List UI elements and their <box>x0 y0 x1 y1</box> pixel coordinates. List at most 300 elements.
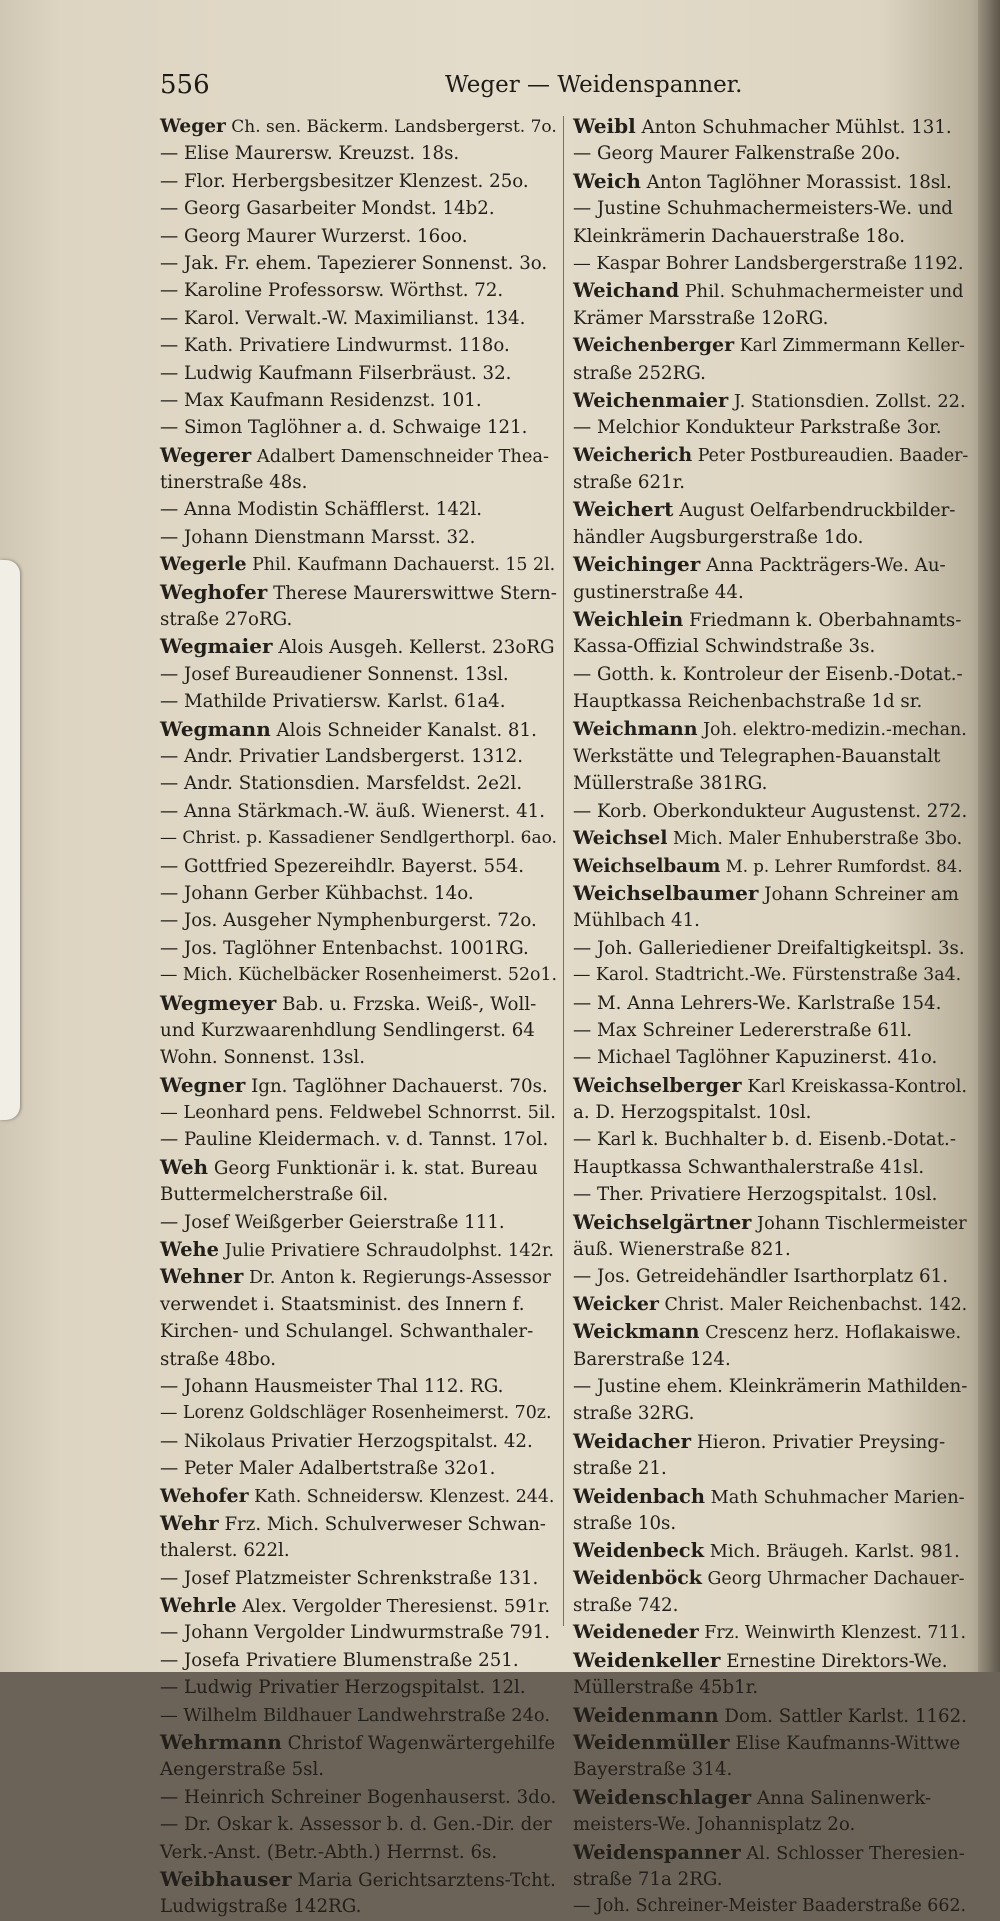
surname-heading: Wehe <box>160 1238 219 1262</box>
directory-line <box>160 168 558 195</box>
entry-text: Johann Tischlermeister <box>757 1212 967 1234</box>
directory-line <box>573 305 968 332</box>
entry-text: Aengerstraße 5sl. <box>160 1759 325 1781</box>
surname-heading: Weichinger <box>573 552 701 577</box>
entry-text: — Anna Stärkmach.-W. äuß. Wienerst. 41. <box>160 800 545 822</box>
directory-line <box>160 524 558 551</box>
surname-heading: Weidenmann <box>573 1702 719 1727</box>
entry-text: — Georg Maurer Falkenstraße 20o. <box>573 143 901 165</box>
directory-line <box>573 332 968 359</box>
entry-text: — Josef Weißgerber Geierstraße 111. <box>160 1211 505 1233</box>
entry-text: — Justine Schuhmachermeisters-We. und <box>573 198 953 220</box>
directory-line <box>160 1126 558 1153</box>
entry-text: Kirchen- und Schulangel. Schwanthaler- <box>160 1321 534 1343</box>
entry-text: straße 32RG. <box>573 1403 695 1425</box>
entry-text: Barerstraße 124. <box>573 1348 731 1370</box>
entry-text: — Ludwig Privatier Herzogspitalst. 12l. <box>160 1677 526 1699</box>
entry-text: — Jak. Fr. ehem. Tapezierer Sonnenst. 3o. <box>160 252 548 274</box>
surname-heading: Weicker <box>573 1292 659 1315</box>
surname-heading: Wegmeyer <box>160 990 277 1015</box>
entry-text: straße 742. <box>573 1595 679 1617</box>
entry-text: Karl Zimmermann Keller- <box>739 336 965 357</box>
directory-line <box>160 743 558 770</box>
directory-line <box>160 1510 558 1537</box>
directory-line <box>573 1784 968 1811</box>
directory-line <box>160 688 558 715</box>
surname-heading: Weidenböck <box>573 1566 702 1589</box>
directory-line <box>160 551 558 578</box>
directory-line <box>160 606 558 633</box>
entry-text: — Max Schreiner Ledererstraße 61l. <box>573 1019 913 1041</box>
entry-text: Anton Schuhmacher Mühlst. 131. <box>641 117 952 138</box>
directory-line <box>573 496 968 523</box>
directory-line <box>160 1154 558 1181</box>
entry-text: Werkstätte und Telegraphen-Bauanstalt <box>573 745 941 767</box>
entry-text: Verk.-Anst. (Betr.-Abth.) Herrnst. 6s. <box>160 1841 498 1863</box>
entry-text: tinerstraße 48s. <box>160 472 308 494</box>
entry-text: — Ther. Privatiere Herzogspitalst. 10sl. <box>573 1184 938 1206</box>
directory-line <box>160 1318 558 1345</box>
directory-line <box>573 140 968 167</box>
entry-text: — Elise Maurersw. Kreuzst. 18s. <box>160 143 460 165</box>
entry-text: — Ludwig Kaufmann Filserbräust. 32. <box>160 362 512 384</box>
directory-line <box>160 1756 558 1783</box>
entry-text: Phil. Schuhmachermeister und <box>684 281 964 303</box>
directory-line <box>573 825 968 852</box>
directory-line <box>160 332 558 359</box>
surname-heading: Weichand <box>573 279 680 303</box>
surname-heading: Weickmann <box>573 1320 700 1344</box>
directory-line <box>160 1537 558 1564</box>
directory-line <box>160 496 558 523</box>
surname-heading: Weicherich <box>573 443 693 466</box>
entry-text: äuß. Wienerstraße 821. <box>573 1239 791 1261</box>
directory-line <box>160 223 558 250</box>
surname-heading: Wehr <box>160 1510 219 1535</box>
surname-heading: Weibl <box>573 114 636 138</box>
surname-heading: Weichselbaum <box>573 855 721 877</box>
entry-text: — Andr. Privatier Landsbergerst. 1312. <box>160 745 524 767</box>
surname-heading: Wegmaier <box>160 634 273 659</box>
entry-text: — Jos. Getreidehändler Isarthorplatz 61. <box>573 1266 948 1288</box>
directory-line <box>573 442 968 469</box>
surname-heading: Weidenbeck <box>573 1539 705 1563</box>
directory-line <box>160 579 558 606</box>
entry-text: verwendet i. Staatsminist. des Innern f. <box>160 1293 525 1315</box>
entry-text: — Korb. Oberkondukteur Augustenst. 272. <box>573 800 968 822</box>
directory-line <box>160 935 558 962</box>
entry-text: Kleinkrämerin Dachauerstraße 18o. <box>573 225 906 247</box>
entry-text: Karl Kreiskassa-Kontrol. <box>747 1075 968 1097</box>
directory-line <box>573 962 968 989</box>
entry-text: — Melchior Kondukteur Parkstraße 3or. <box>573 417 942 439</box>
surname-heading: Weich <box>573 168 641 193</box>
directory-line <box>573 990 968 1017</box>
directory-line <box>573 1702 968 1729</box>
running-title: Weger — Weidenspanner. <box>445 72 743 98</box>
directory-line <box>160 1455 558 1482</box>
surname-heading: Weidenschlager <box>573 1784 752 1809</box>
surname-heading: Weichselberger <box>573 1073 742 1097</box>
directory-line <box>573 1592 968 1619</box>
directory-line <box>573 1537 968 1564</box>
entry-text: straße 21. <box>573 1458 667 1480</box>
directory-line <box>573 1756 968 1783</box>
surname-heading: Weichenberger <box>573 334 735 357</box>
entry-text: Elise Kaufmanns-Wittwe <box>735 1733 961 1755</box>
directory-line <box>160 195 558 222</box>
directory-line <box>160 113 558 140</box>
entry-text: Christ. Maler Reichenbachst. 142. <box>664 1294 968 1315</box>
entry-text: straße 27oRG. <box>160 609 293 631</box>
entry-text: — Dr. Oskar k. Assessor b. d. Gen.-Dir. der <box>160 1814 552 1836</box>
entry-text: Buttermelcherstraße 6il. <box>160 1184 389 1206</box>
entry-text: Mich. Maler Enhuberstraße 3bo. <box>673 829 963 850</box>
entry-text: Christof Wagenwärtergehilfe <box>287 1733 556 1755</box>
entry-text: Alex. Vergolder Theresienst. 591r. <box>242 1596 551 1618</box>
directory-line <box>573 798 968 825</box>
entry-text: Ludwigstraße 142RG. <box>160 1896 362 1918</box>
directory-line <box>573 1126 968 1153</box>
directory-line <box>573 1619 968 1646</box>
directory-line <box>160 1209 558 1236</box>
entry-text: — Mathilde Privatiersw. Karlst. 61a4. <box>160 691 506 713</box>
directory-line <box>160 1373 558 1400</box>
directory-line <box>573 250 968 277</box>
surname-heading: Wehner <box>160 1265 244 1289</box>
entry-text: — Karoline Professorsw. Wörthst. 72. <box>160 280 504 302</box>
page-edge-shadow <box>978 0 1000 1672</box>
directory-line <box>160 1866 558 1893</box>
surname-heading: Wegner <box>160 1072 246 1097</box>
entry-text: — Georg Maurer Wurzerst. 16oo. <box>160 225 468 247</box>
entry-text: — Kaspar Bohrer Landsbergerstraße 1192. <box>573 252 964 274</box>
directory-line <box>573 1839 968 1866</box>
entry-text: Math Schuhmacher Marien- <box>710 1486 965 1508</box>
directory-line <box>573 469 968 496</box>
entry-text: — Lorenz Goldschläger Rosenheimerst. 70z. <box>160 1403 552 1424</box>
directory-line <box>573 1428 968 1455</box>
surname-heading: Wehrle <box>160 1594 237 1618</box>
directory-line <box>160 962 558 989</box>
entry-text: — Christ. p. Kassadiener Sendlgerthorpl. 6ao. <box>160 828 557 849</box>
directory-line <box>160 1893 558 1920</box>
entry-text: Julie Privatiere Schraudolphst. 142r. <box>224 1240 555 1262</box>
entry-text: Peter Postbureaudien. Baader- <box>697 445 969 466</box>
directory-line <box>573 1318 968 1345</box>
entry-text: Dom. Sattler Karlst. 1162. <box>724 1705 967 1727</box>
entry-text: — Johann Dienstmann Marsst. 32. <box>160 526 476 548</box>
directory-line <box>160 1729 558 1756</box>
directory-line <box>160 1592 558 1619</box>
entry-text: Maria Gerichtsarztens-Tcht. <box>297 1870 556 1891</box>
entry-text: — Andr. Stationsdien. Marsfeldst. 2e2l. <box>160 773 523 795</box>
entry-text: — Karol. Verwalt.-W. Maximilianst. 134. <box>160 307 526 329</box>
entry-text: straße 10s. <box>573 1512 677 1534</box>
directory-line <box>573 195 968 222</box>
directory-line <box>573 1483 968 1510</box>
entry-text: straße 621r. <box>573 472 686 494</box>
directory-line <box>160 1099 558 1126</box>
directory-line <box>573 1674 968 1701</box>
directory-line <box>160 250 558 277</box>
surname-heading: Weideneder <box>573 1621 699 1644</box>
directory-line <box>573 524 968 551</box>
surname-heading: Weidenbach <box>573 1484 705 1508</box>
entry-text: Joh. elektro-medizin.-mechan. <box>703 719 967 740</box>
entry-text: — Leonhard pens. Feldwebel Schnorrst. 5il. <box>160 1102 556 1124</box>
entry-text: Adalbert Damenschneider Thea- <box>256 445 549 467</box>
entry-text: Müllerstraße 381RG. <box>573 773 768 795</box>
directory-line <box>573 1729 968 1756</box>
entry-text: M. p. Lehrer Rumfordst. 84. <box>725 856 963 876</box>
directory-line <box>573 1181 968 1208</box>
entry-text: — Karl k. Buchhalter b. d. Eisenb.-Dotat.- <box>573 1129 956 1151</box>
entry-text: — Johann Vergolder Lindwurmstraße 791. <box>160 1622 551 1644</box>
surname-heading: Weidenmüller <box>573 1730 730 1755</box>
directory-line <box>160 825 558 852</box>
entry-text: Al. Schlosser Theresien- <box>746 1842 965 1864</box>
surname-heading: Weibhauser <box>160 1867 292 1891</box>
surname-heading: Weidenkeller <box>573 1647 721 1672</box>
entry-text: Johann Schreiner am <box>764 883 959 905</box>
entry-text: — Joh. Galleriediener Dreifaltigkeitspl. 3s. <box>573 937 965 959</box>
directory-line <box>160 1674 558 1701</box>
directory-line <box>160 1702 558 1729</box>
surname-heading: Weichlein <box>573 607 684 632</box>
surname-heading: Weichselgärtner <box>573 1210 752 1234</box>
entry-text: Kassa-Offizial Schwindstraße 3s. <box>573 636 876 658</box>
directory-line <box>160 880 558 907</box>
entry-text: — Jos. Ausgeher Nymphenburgerst. 72o. <box>160 910 537 932</box>
entry-text: — Anna Modistin Schäfflerst. 142l. <box>160 499 483 521</box>
directory-line <box>160 1072 558 1099</box>
entry-text: — Flor. Herbergsbesitzer Klenzest. 25o. <box>160 170 529 192</box>
surname-heading: Weh <box>160 1154 209 1179</box>
directory-line <box>573 1647 968 1674</box>
entry-text: — Michael Taglöhner Kapuzinerst. 41o. <box>573 1047 938 1069</box>
entry-text: Krämer Marsstraße 12oRG. <box>573 307 829 329</box>
surname-heading: Weichmann <box>573 717 698 740</box>
directory-line <box>160 1291 558 1318</box>
entry-text: Phil. Kaufmann Dachauerst. 15 2l. <box>252 555 556 576</box>
directory-line <box>160 469 558 496</box>
entry-text: — Gotth. k. Kontroleur der Eisenb.-Dotat.- <box>573 663 963 685</box>
directory-line <box>573 1866 968 1893</box>
surname-heading: Weidenspanner <box>573 1840 741 1864</box>
entry-text: Mich. Bräugeh. Karlst. 981. <box>709 1541 960 1563</box>
directory-line <box>160 661 558 688</box>
entry-text: — Peter Maler Adalbertstraße 32o1. <box>160 1458 496 1480</box>
entry-text: — Justine ehem. Kleinkrämerin Mathilden- <box>573 1375 968 1397</box>
directory-line <box>160 305 558 332</box>
surname-heading: Weichert <box>573 497 674 522</box>
directory-line <box>160 1400 558 1427</box>
directory-line <box>160 1428 558 1455</box>
surname-heading: Weichsel <box>573 827 668 850</box>
directory-line <box>573 1072 968 1099</box>
directory-line <box>160 1647 558 1674</box>
entry-text: Anna Salinenwerk- <box>756 1787 932 1809</box>
entry-text: Frz. Weinwirth Klenzest. 711. <box>704 1623 967 1644</box>
entry-text: Hauptkassa Reichenbachstraße 1d sr. <box>573 691 923 713</box>
entry-text: Dr. Anton k. Regierungs-Assessor <box>248 1267 551 1289</box>
directory-line <box>573 880 968 907</box>
directory-line <box>573 579 968 606</box>
directory-line <box>573 1044 968 1071</box>
directory-line <box>160 1181 558 1208</box>
entry-text: Bab. u. Frzska. Weiß-, Woll- <box>282 993 537 1015</box>
directory-line <box>160 907 558 934</box>
entry-text: Müllerstraße 45b1r. <box>573 1677 759 1699</box>
directory-line <box>573 1236 968 1263</box>
entry-text: meisters-We. Johannisplatz 2o. <box>573 1814 856 1836</box>
directory-line <box>160 442 558 469</box>
page-number: 556 <box>160 70 210 100</box>
directory-line <box>160 1044 558 1071</box>
directory-line <box>573 935 968 962</box>
directory-line <box>160 1017 558 1044</box>
surname-heading: Weger <box>160 116 226 137</box>
directory-line <box>573 551 968 578</box>
directory-line <box>160 1811 558 1838</box>
entry-text: thalerst. 622l. <box>160 1540 290 1562</box>
directory-line <box>160 1619 558 1646</box>
entry-text: Georg Uhrmacher Dachauer- <box>707 1568 965 1589</box>
directory-line <box>160 770 558 797</box>
directory-line <box>573 688 968 715</box>
entry-text: — Gottfried Spezereihdlr. Bayerst. 554. <box>160 855 525 877</box>
directory-line <box>160 798 558 825</box>
directory-line <box>573 1099 968 1126</box>
directory-line <box>160 1839 558 1866</box>
directory-line <box>160 360 558 387</box>
surname-heading: Wegerle <box>160 553 247 576</box>
entry-text: a. D. Herzogspitalst. 10sl. <box>573 1102 812 1124</box>
surname-heading: Weichselbaumer <box>573 880 759 905</box>
directory-line <box>573 1154 968 1181</box>
entry-text: Ernestine Direktors-We. <box>726 1650 948 1672</box>
entry-text: — Joh. Schreiner-Meister Baaderstraße 662. <box>573 1896 967 1917</box>
directory-line <box>573 1455 968 1482</box>
entry-text: Anton Taglöhner Morassist. 18sl. <box>646 171 952 193</box>
directory-line <box>573 606 968 633</box>
entry-text: — Karol. Stadtricht.-We. Fürstenstraße 3a4. <box>573 965 962 986</box>
entry-text: — Jos. Taglöhner Entenbachst. 1001RG. <box>160 937 529 959</box>
entry-text: Crescenz herz. Hoflakaiswe. <box>705 1322 962 1344</box>
directory-line <box>160 1565 558 1592</box>
entry-text: gustinerstraße 44. <box>573 581 744 603</box>
directory-line <box>573 1346 968 1373</box>
entry-text: Frz. Mich. Schulverweser Schwan- <box>224 1513 546 1535</box>
directory-line <box>573 168 968 195</box>
right-column <box>573 113 968 1921</box>
directory-line <box>573 661 968 688</box>
entry-text: straße 48bo. <box>160 1348 277 1370</box>
entry-text: und Kurzwaarenhdlung Sendlingerst. 64 <box>160 1019 535 1041</box>
directory-line <box>573 770 968 797</box>
directory-line <box>573 1373 968 1400</box>
entry-text: händler Augsburgerstraße 1do. <box>573 526 864 548</box>
page-tab-marker <box>0 560 20 1120</box>
entry-text: — M. Anna Lehrers-We. Karlstraße 154. <box>573 992 942 1014</box>
entry-text: Bayerstraße 314. <box>573 1759 733 1781</box>
entry-text: — Heinrich Schreiner Bogenhauserst. 3do. <box>160 1786 557 1808</box>
directory-line <box>573 633 968 660</box>
entry-text: straße 252RG. <box>573 362 706 384</box>
entry-text: — Mich. Küchelbäcker Rosenheimerst. 52o1. <box>160 965 558 986</box>
directory-line <box>160 414 558 441</box>
entry-text: — Johann Gerber Kühbachst. 14o. <box>160 882 474 904</box>
directory-line <box>573 1017 968 1044</box>
entry-text: Friedmann k. Oberbahnamts- <box>689 610 962 632</box>
entry-text: — Wilhelm Bildhauer Landwehrstraße 24o. <box>160 1704 550 1726</box>
surname-heading: Weichenmaier <box>573 388 729 412</box>
surname-heading: Wegerer <box>160 443 252 467</box>
surname-heading: Wehofer <box>160 1484 249 1507</box>
entry-text: Hieron. Privatier Preysing- <box>696 1431 946 1453</box>
entry-text: straße 71a 2RG. <box>573 1869 723 1890</box>
entry-text: J. Stationsdien. Zollst. 22. <box>733 390 966 412</box>
entry-text: Hauptkassa Schwanthalerstraße 41sl. <box>573 1156 925 1178</box>
entry-text: — Max Kaufmann Residenzst. 101. <box>160 389 482 411</box>
directory-line <box>573 387 968 414</box>
entry-text: — Nikolaus Privatier Herzogspitalst. 42. <box>160 1430 533 1452</box>
directory-line <box>573 853 968 880</box>
directory-line <box>160 990 558 1017</box>
directory-line <box>573 1510 968 1537</box>
directory-line <box>573 113 968 140</box>
directory-line <box>573 716 968 743</box>
column-divider <box>563 116 564 1626</box>
directory-line <box>573 414 968 441</box>
directory-line <box>160 1784 558 1811</box>
directory-line <box>573 1263 968 1290</box>
entry-text: Wohn. Sonnenst. 13sl. <box>160 1047 365 1069</box>
surname-heading: Wehrmann <box>160 1730 282 1755</box>
directory-line <box>573 1811 968 1838</box>
surname-heading: Wegmann <box>160 716 271 741</box>
entry-text: — Kath. Privatiere Lindwurmst. 118o. <box>160 335 510 357</box>
directory-line <box>160 716 558 743</box>
entry-text: Mühlbach 41. <box>573 910 700 932</box>
entry-text: — Pauline Kleidermach. v. d. Tannst. 17ol. <box>160 1129 549 1151</box>
entry-text: Alois Schneider Kanalst. 81. <box>276 719 537 741</box>
surname-heading: Weidacher <box>573 1428 692 1453</box>
entry-text: Kath. Schneidersw. Klenzest. 244. <box>254 1486 555 1507</box>
entry-text: Ign. Taglöhner Dachauerst. 70s. <box>251 1075 548 1097</box>
directory-line <box>160 1236 558 1263</box>
entry-text: — Johann Hausmeister Thal 112. RG. <box>160 1375 504 1397</box>
page-header <box>160 70 930 110</box>
directory-line <box>573 1565 968 1592</box>
directory-line <box>160 140 558 167</box>
directory-line <box>160 387 558 414</box>
entry-text: — Georg Gasarbeiter Mondst. 14b2. <box>160 198 495 220</box>
left-column <box>160 113 558 1921</box>
surname-heading: Weghofer <box>160 579 268 604</box>
directory-line <box>573 1291 968 1318</box>
directory-line <box>573 743 968 770</box>
directory-line <box>160 1263 558 1290</box>
entry-text: Ch. sen. Bäckerm. Landsbergerst. 7o. <box>231 117 557 137</box>
entry-text: — Josef Platzmeister Schrenkstraße 131. <box>160 1567 539 1589</box>
directory-line <box>160 633 558 660</box>
directory-line <box>160 1483 558 1510</box>
directory-line <box>573 1400 968 1427</box>
directory-line <box>573 1893 968 1920</box>
entry-text: Anna Packträgers-We. Au- <box>706 555 946 577</box>
